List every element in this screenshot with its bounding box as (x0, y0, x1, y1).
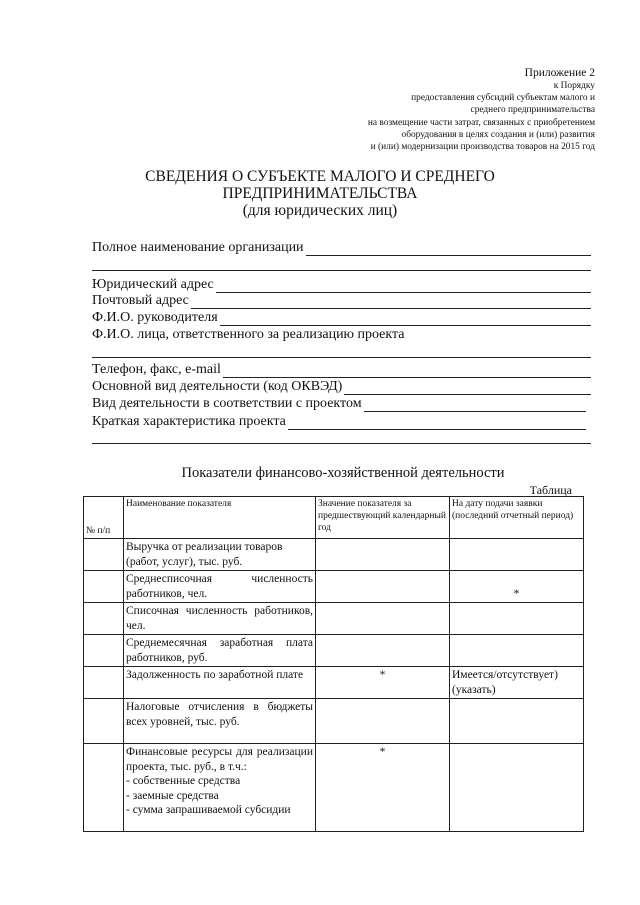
row-prev-value[interactable] (316, 603, 450, 635)
project-activity-blank[interactable] (364, 399, 586, 412)
title-subtitle: (для юридических лиц) (242, 202, 398, 219)
row-prev-value[interactable] (316, 539, 450, 571)
project-activity-field[interactable] (92, 396, 586, 412)
appendix-line: среднего предпринимательства (470, 105, 595, 116)
table-row (84, 699, 584, 744)
row-prev-value[interactable] (316, 571, 450, 603)
row-indicator: Финансовые ресурсы для реализации проекта, тыс. руб., в т.ч.: (126, 746, 313, 773)
row-indicator: Налоговые отчисления в бюджеты всех уровней, тыс. руб. (124, 699, 316, 744)
row-num-cell[interactable] (84, 571, 124, 603)
row-indicator: Среднемесячная заработная плата работников, руб. (124, 635, 316, 667)
table-row (84, 539, 584, 571)
legal-address-label: Юридический адрес (92, 277, 214, 292)
table-row (84, 744, 584, 832)
project-summary-label: Краткая характеристика проекта (92, 414, 286, 429)
row-current-value[interactable]: Имеется/отсутствует) (указать) (450, 667, 584, 699)
postal-address-blank[interactable] (191, 296, 591, 309)
appendix-line: оборудования в целях создания и (или) развития (401, 129, 595, 140)
responsible-name-field (92, 327, 591, 343)
row-current-value[interactable]: * (450, 571, 584, 603)
full-name-blank[interactable] (306, 243, 591, 256)
row-indicator: Задолженность по заработной плате (124, 667, 316, 699)
project-summary-field[interactable] (92, 414, 586, 430)
header-num: № п/п (84, 497, 124, 539)
full-name-label: Полное наименование организации (92, 240, 304, 255)
sub-item: - собственные средства (126, 775, 241, 787)
row-prev-value[interactable] (316, 699, 450, 744)
legal-address-field[interactable] (92, 277, 591, 293)
row-prev-value[interactable]: * (316, 667, 450, 699)
legal-address-blank[interactable] (216, 280, 591, 293)
row-current-value[interactable] (450, 539, 584, 571)
header-current: На дату подачи заявки (последний отчетный период) (450, 497, 584, 539)
postal-address-label: Почтовый адрес (92, 293, 189, 308)
title-line: ПРЕДПРИНИМАТЕЛЬСТВА (222, 185, 418, 202)
row-current-value[interactable] (450, 744, 584, 832)
postal-address-field[interactable] (92, 293, 591, 309)
head-name-label: Ф.И.О. руководителя (92, 310, 218, 325)
contacts-blank[interactable] (223, 365, 591, 378)
row-num-cell[interactable] (84, 603, 124, 635)
appendix-header (265, 66, 595, 153)
head-name-field[interactable] (92, 310, 591, 326)
table-header-row (84, 497, 584, 539)
row-current-value[interactable] (450, 603, 584, 635)
appendix-line: к Порядку (553, 81, 595, 91)
full-name-field[interactable] (92, 240, 591, 256)
row-current-value[interactable] (450, 699, 584, 744)
contacts-field[interactable] (92, 362, 591, 378)
document-title (0, 168, 640, 219)
appendix-line: предоставления субсидий субъектам малого и (411, 93, 595, 104)
row-num-cell[interactable] (84, 667, 124, 699)
title-line: СВЕДЕНИЯ О СУБЪЕКТЕ МАЛОГО И СРЕДНЕГО (145, 168, 495, 185)
table-label: Таблица (529, 483, 572, 497)
row-indicator: Выручка от реализации товаров (работ, услуг), тыс. руб. (124, 539, 316, 571)
sub-item: - заемные средства (126, 789, 219, 802)
main-activity-blank[interactable] (344, 382, 591, 395)
row-prev-value[interactable] (316, 635, 450, 667)
full-name-continuation-line[interactable] (92, 270, 591, 271)
table-row (84, 635, 584, 667)
row-num-cell[interactable] (84, 699, 124, 744)
responsible-name-label: Ф.И.О. лица, ответственного за реализацию проекта (92, 327, 405, 342)
table-row (84, 667, 584, 699)
project-summary-line[interactable] (92, 443, 591, 444)
appendix-line: на возмещение части затрат, связанных с приобретением (367, 117, 595, 128)
row-num-cell[interactable] (84, 539, 124, 571)
appendix-line: Приложение 2 (524, 67, 595, 79)
row-indicator: Среднесписочная численность работников, чел. (124, 571, 316, 603)
project-activity-label: Вид деятельности в соответствии с проектом (92, 396, 362, 411)
table-row (84, 571, 584, 603)
main-activity-field[interactable] (92, 379, 591, 395)
row-current-value[interactable] (450, 635, 584, 667)
project-summary-blank[interactable] (288, 417, 586, 430)
main-activity-label: Основной вид деятельности (код ОКВЭД) (92, 379, 343, 394)
contacts-label: Телефон, факс, e-mail (92, 362, 221, 377)
row-indicator-financial (124, 744, 316, 832)
row-num-cell[interactable] (84, 744, 124, 832)
head-name-blank[interactable] (220, 313, 591, 326)
header-indicator: Наименование показателя (124, 497, 316, 539)
sub-item: - сумма запрашиваемой субсидии (126, 804, 291, 816)
financial-indicators-table (83, 496, 584, 832)
responsible-name-line[interactable] (92, 357, 591, 358)
row-prev-value[interactable]: * (316, 744, 450, 832)
table-row (84, 603, 584, 635)
header-prev-year: Значение показателя за предшествующий календарный год (316, 497, 450, 539)
appendix-line: и (или) модернизации производства товаров на 2015 год (370, 142, 595, 153)
row-indicator: Списочная численность работников, чел. (124, 603, 316, 635)
row-num-cell[interactable] (84, 635, 124, 667)
table-title: Показатели финансово-хозяйственной деятельности (181, 465, 505, 481)
